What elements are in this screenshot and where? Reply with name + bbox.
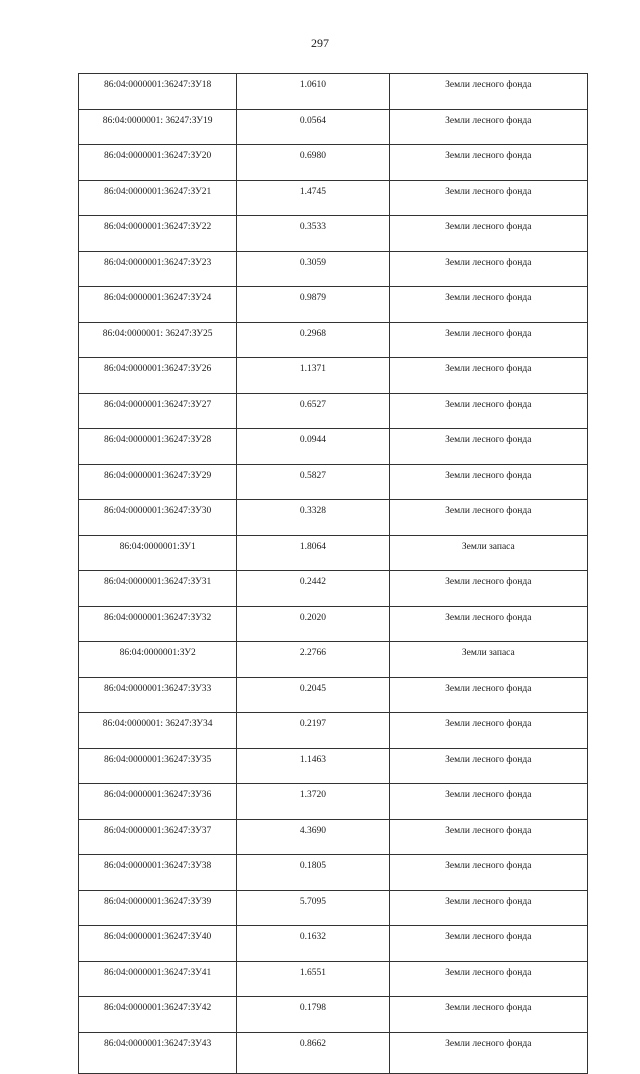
area-cell: 0.1798 [237, 997, 389, 1033]
cadastral-number-cell: 86:04:0000001:36247:ЗУ33 [79, 677, 237, 713]
table-row [79, 216, 588, 252]
cadastral-number-cell: 86:04:0000001:36247:ЗУ37 [79, 819, 237, 855]
table-row [79, 464, 588, 500]
cadastral-number-cell: 86:04:0000001:36247:ЗУ28 [79, 429, 237, 465]
cadastral-number-cell: 86:04:0000001:36247:ЗУ40 [79, 926, 237, 962]
area-cell: 0.0944 [237, 429, 389, 465]
table-row [79, 571, 588, 607]
table-row [79, 748, 588, 784]
cadastral-number-cell: 86:04:0000001:36247:ЗУ22 [79, 216, 237, 252]
land-category-cell: Земли лесного фонда [389, 322, 587, 358]
table-row [79, 855, 588, 891]
area-cell: 0.2968 [237, 322, 389, 358]
cadastral-number-cell: 86:04:0000001: 36247:ЗУ19 [79, 109, 237, 145]
cadastral-number-cell: 86:04:0000001:ЗУ2 [79, 642, 237, 678]
table-row [79, 429, 588, 465]
cadastral-number-cell: 86:04:0000001: 36247:ЗУ25 [79, 322, 237, 358]
area-cell: 0.3328 [237, 500, 389, 536]
land-category-cell: Земли лесного фонда [389, 500, 587, 536]
cadastral-number-cell: 86:04:0000001:36247:ЗУ31 [79, 571, 237, 607]
area-cell: 0.0564 [237, 109, 389, 145]
land-category-cell: Земли лесного фонда [389, 677, 587, 713]
table-row [79, 1032, 588, 1073]
area-cell: 1.3720 [237, 784, 389, 820]
land-category-cell: Земли лесного фонда [389, 606, 587, 642]
table-row [79, 784, 588, 820]
area-cell: 1.1371 [237, 358, 389, 394]
land-category-cell: Земли лесного фонда [389, 393, 587, 429]
table-row [79, 109, 588, 145]
land-category-cell: Земли лесного фонда [389, 216, 587, 252]
land-category-cell: Земли лесного фонда [389, 287, 587, 323]
land-category-cell: Земли лесного фонда [389, 251, 587, 287]
land-category-cell: Земли лесного фонда [389, 713, 587, 749]
area-cell: 0.2442 [237, 571, 389, 607]
area-cell: 0.1632 [237, 926, 389, 962]
land-category-cell: Земли лесного фонда [389, 784, 587, 820]
land-category-cell: Земли лесного фонда [389, 358, 587, 394]
table-row [79, 393, 588, 429]
cadastral-number-cell: 86:04:0000001: 36247:ЗУ34 [79, 713, 237, 749]
cadastral-number-cell: 86:04:0000001:36247:ЗУ32 [79, 606, 237, 642]
area-cell: 0.9879 [237, 287, 389, 323]
cadastral-number-cell: 86:04:0000001:36247:ЗУ39 [79, 890, 237, 926]
cadastral-number-cell: 86:04:0000001:36247:ЗУ42 [79, 997, 237, 1033]
area-cell: 0.2020 [237, 606, 389, 642]
table-body [79, 74, 588, 1074]
cadastral-number-cell: 86:04:0000001:36247:ЗУ24 [79, 287, 237, 323]
cadastral-number-cell: 86:04:0000001:36247:ЗУ20 [79, 145, 237, 181]
table-row [79, 997, 588, 1033]
area-cell: 1.4745 [237, 180, 389, 216]
cadastral-number-cell: 86:04:0000001:36247:ЗУ26 [79, 358, 237, 394]
cadastral-number-cell: 86:04:0000001:36247:ЗУ38 [79, 855, 237, 891]
table-row [79, 713, 588, 749]
area-cell: 2.2766 [237, 642, 389, 678]
table-row [79, 677, 588, 713]
cadastral-number-cell: 86:04:0000001:36247:ЗУ29 [79, 464, 237, 500]
land-category-cell: Земли лесного фонда [389, 926, 587, 962]
cadastral-number-cell: 86:04:0000001:36247:ЗУ43 [79, 1032, 237, 1073]
table-row [79, 819, 588, 855]
area-cell: 1.0610 [237, 74, 389, 110]
area-cell: 4.3690 [237, 819, 389, 855]
table-row [79, 500, 588, 536]
land-category-cell: Земли лесного фонда [389, 74, 587, 110]
area-cell: 0.8662 [237, 1032, 389, 1073]
land-category-cell: Земли лесного фонда [389, 145, 587, 181]
area-cell: 0.5827 [237, 464, 389, 500]
area-cell: 1.8064 [237, 535, 389, 571]
table-row [79, 251, 588, 287]
land-category-cell: Земли лесного фонда [389, 180, 587, 216]
area-cell: 0.1805 [237, 855, 389, 891]
area-cell: 5.7095 [237, 890, 389, 926]
cadastral-number-cell: 86:04:0000001:36247:ЗУ23 [79, 251, 237, 287]
land-category-cell: Земли лесного фонда [389, 571, 587, 607]
cadastral-number-cell: 86:04:0000001:ЗУ1 [79, 535, 237, 571]
land-category-cell: Земли лесного фонда [389, 997, 587, 1033]
cadastral-number-cell: 86:04:0000001:36247:ЗУ21 [79, 180, 237, 216]
land-category-cell: Земли лесного фонда [389, 429, 587, 465]
land-category-cell: Земли лесного фонда [389, 819, 587, 855]
table-row [79, 926, 588, 962]
cadastral-number-cell: 86:04:0000001:36247:ЗУ27 [79, 393, 237, 429]
table-row [79, 961, 588, 997]
cadastral-number-cell: 86:04:0000001:36247:ЗУ30 [79, 500, 237, 536]
area-cell: 0.2197 [237, 713, 389, 749]
cadastral-number-cell: 86:04:0000001:36247:ЗУ36 [79, 784, 237, 820]
area-cell: 0.2045 [237, 677, 389, 713]
area-cell: 0.3059 [237, 251, 389, 287]
cadastral-number-cell: 86:04:0000001:36247:ЗУ41 [79, 961, 237, 997]
area-cell: 1.6551 [237, 961, 389, 997]
land-category-cell: Земли запаса [389, 642, 587, 678]
land-category-cell: Земли запаса [389, 535, 587, 571]
table-row [79, 74, 588, 110]
table-row [79, 322, 588, 358]
land-category-cell: Земли лесного фонда [389, 890, 587, 926]
table-row [79, 535, 588, 571]
land-category-cell: Земли лесного фонда [389, 1032, 587, 1073]
land-category-cell: Земли лесного фонда [389, 748, 587, 784]
table-row [79, 287, 588, 323]
table-row [79, 606, 588, 642]
land-plots-table [78, 73, 588, 1074]
table-row [79, 642, 588, 678]
land-category-cell: Земли лесного фонда [389, 109, 587, 145]
table-row [79, 358, 588, 394]
cadastral-number-cell: 86:04:0000001:36247:ЗУ18 [79, 74, 237, 110]
land-category-cell: Земли лесного фонда [389, 961, 587, 997]
cadastral-number-cell: 86:04:0000001:36247:ЗУ35 [79, 748, 237, 784]
area-cell: 0.6527 [237, 393, 389, 429]
land-category-cell: Земли лесного фонда [389, 464, 587, 500]
table-row [79, 890, 588, 926]
table-row [79, 180, 588, 216]
table-row [79, 145, 588, 181]
area-cell: 0.3533 [237, 216, 389, 252]
land-category-cell: Земли лесного фонда [389, 855, 587, 891]
area-cell: 1.1463 [237, 748, 389, 784]
page-number: 297 [311, 36, 329, 50]
area-cell: 0.6980 [237, 145, 389, 181]
